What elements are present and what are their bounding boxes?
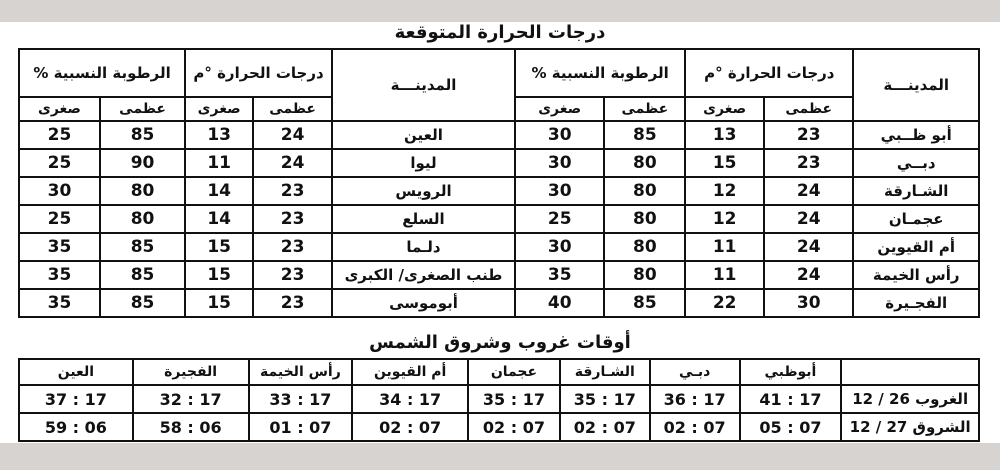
city-name: ليوا [332,149,515,177]
sun-city-header: رأس الخيمة [249,359,353,385]
table-row [19,205,979,233]
temp-min: 14 [185,177,253,205]
header-min: صغرى [185,97,253,121]
sunrise-time: 07 : 02 [468,413,560,441]
city-name: أبوموسى [332,289,515,317]
table-row [19,233,979,261]
sunset-time: 17 : 35 [560,385,650,413]
table-row [19,289,979,317]
humidity-max: 80 [604,261,685,289]
temp-min: 12 [685,205,764,233]
humidity-min: 30 [515,121,604,149]
temp-max: 23 [253,233,332,261]
sun-header-row [19,359,979,385]
sunrise-row [19,413,979,441]
header-min: صغرى [515,97,604,121]
sun-city-header: أبوظبي [740,359,842,385]
sunset-time: 17 : 41 [740,385,842,413]
sunrise-time: 07 : 01 [249,413,353,441]
humidity-min: 30 [19,177,100,205]
table-row [19,121,979,149]
header-temp-1: درجات الحرارة °م [685,49,853,97]
sunrise-time: 07 : 02 [560,413,650,441]
humidity-min: 30 [515,177,604,205]
sun-times-title: أوقات غروب وشروق الشمس [369,332,631,353]
temp-min: 11 [685,233,764,261]
temp-max: 23 [253,289,332,317]
sunrise-label: الشروق 27 / 12 [841,413,979,441]
temp-max: 24 [764,177,853,205]
city-name: رأس الخيمة [853,261,979,289]
temp-max: 24 [764,233,853,261]
sun-city-header: الفجيرة [133,359,249,385]
temp-max: 23 [764,149,853,177]
temp-max: 23 [764,121,853,149]
table-row [19,177,979,205]
sunset-time: 17 : 36 [650,385,740,413]
header-city-1: المدينـــة [853,49,979,121]
temp-max: 24 [253,121,332,149]
city-name: عجمـان [853,205,979,233]
humidity-max: 85 [100,121,185,149]
city-name: دلـما [332,233,515,261]
humidity-max: 80 [604,205,685,233]
header-max: عظمى [604,97,685,121]
humidity-max: 85 [100,261,185,289]
temp-max: 24 [253,149,332,177]
header-temp-2: درجات الحرارة °م [185,49,332,97]
city-name: أم القيوين [853,233,979,261]
sun-city-header: الشـارقة [560,359,650,385]
sun-city-header: العين [19,359,133,385]
sunrise-time: 07 : 05 [740,413,842,441]
weather-title: درجات الحرارة المتوقعة [394,22,606,43]
temp-min: 15 [185,233,253,261]
header-max: عظمى [764,97,853,121]
humidity-min: 30 [515,233,604,261]
city-name: السلع [332,205,515,233]
humidity-min: 40 [515,289,604,317]
city-name: دبــي [853,149,979,177]
corner-cell [841,359,979,385]
humidity-max: 85 [100,289,185,317]
temp-min: 13 [185,121,253,149]
temp-max: 24 [764,205,853,233]
humidity-max: 85 [100,233,185,261]
city-name: أبو ظــبي [853,121,979,149]
humidity-min: 25 [19,205,100,233]
header-min: صغرى [19,97,100,121]
sunrise-time: 07 : 02 [650,413,740,441]
humidity-max: 80 [100,205,185,233]
temp-max: 30 [764,289,853,317]
sunset-time: 17 : 32 [133,385,249,413]
sun-city-header: أم القيوين [352,359,468,385]
humidity-max: 80 [100,177,185,205]
sunset-time: 17 : 33 [249,385,353,413]
humidity-min: 35 [515,261,604,289]
sunset-time: 17 : 37 [19,385,133,413]
header-city-2: المدينـــة [332,49,515,121]
city-name: العين [332,121,515,149]
temp-min: 11 [685,261,764,289]
city-name: الرويس [332,177,515,205]
sunset-row [19,385,979,413]
humidity-max: 90 [100,149,185,177]
temp-min: 15 [185,289,253,317]
sunset-label: الغروب 26 / 12 [841,385,979,413]
humidity-min: 25 [19,121,100,149]
header-min: صغرى [685,97,764,121]
humidity-max: 80 [604,177,685,205]
temp-min: 11 [185,149,253,177]
sun-city-header: دبـي [650,359,740,385]
header-max: عظمى [100,97,185,121]
temp-max: 23 [253,177,332,205]
humidity-min: 25 [19,149,100,177]
sun-city-header: عجمان [468,359,560,385]
header-max: عظمى [253,97,332,121]
sun-times-table [18,358,980,442]
header-humidity-1: الرطوبة النسبية % [515,49,685,97]
document-page [0,22,1000,443]
table-row [19,261,979,289]
temp-min: 13 [685,121,764,149]
humidity-max: 85 [604,289,685,317]
humidity-max: 80 [604,149,685,177]
humidity-min: 35 [19,261,100,289]
table-row [19,149,979,177]
sunset-time: 17 : 35 [468,385,560,413]
weather-table [18,48,980,318]
temp-min: 12 [685,177,764,205]
sunset-time: 17 : 34 [352,385,468,413]
temp-min: 14 [185,205,253,233]
city-name: الفجـيرة [853,289,979,317]
humidity-min: 25 [515,205,604,233]
sunrise-time: 06 : 58 [133,413,249,441]
sunrise-time: 06 : 59 [19,413,133,441]
temp-min: 15 [185,261,253,289]
temp-max: 23 [253,205,332,233]
humidity-min: 35 [19,289,100,317]
humidity-max: 80 [604,233,685,261]
header-humidity-2: الرطوبة النسبية % [19,49,185,97]
humidity-min: 30 [515,149,604,177]
temp-max: 24 [764,261,853,289]
humidity-min: 35 [19,233,100,261]
temp-max: 23 [253,261,332,289]
temp-min: 22 [685,289,764,317]
humidity-max: 85 [604,121,685,149]
sunrise-time: 07 : 02 [352,413,468,441]
temp-min: 15 [685,149,764,177]
city-name: الشـارقة [853,177,979,205]
city-name: طنب الصغرى/ الكبرى [332,261,515,289]
